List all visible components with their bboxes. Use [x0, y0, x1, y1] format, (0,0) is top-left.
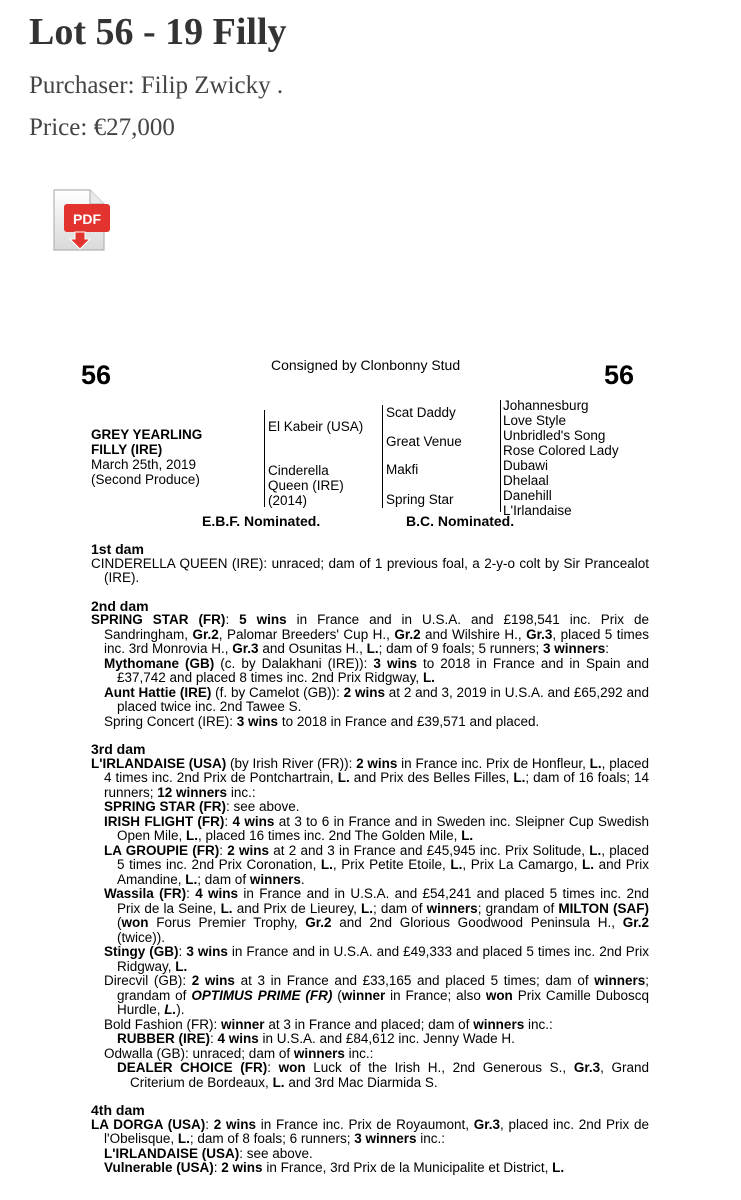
- entry-text: :: [219, 842, 228, 858]
- produce-note: (Second Produce): [91, 472, 200, 487]
- catalog-page: [0, 350, 741, 1200]
- entry-text: : see above.: [239, 1145, 313, 1161]
- entry-text: inc.:: [227, 784, 256, 800]
- entry-text: :: [186, 886, 196, 901]
- entry-text: ; grandam of: [477, 900, 559, 916]
- entry-text: Gr.2: [192, 626, 219, 642]
- entry-text: ).: [176, 1002, 185, 1017]
- entry-text: at 2 and 3 in France and £45,945 inc. Prix Solitude,: [268, 842, 590, 858]
- horse-description: [91, 427, 202, 487]
- entry-text: , placed 4 times inc. 2nd Prix de Pontchartrain,: [104, 755, 649, 785]
- produce-entry: [91, 800, 649, 815]
- gen2-name: Makfi: [386, 462, 419, 477]
- entry-text: winners: [473, 1016, 525, 1032]
- entry-text: (twice)).: [117, 929, 165, 945]
- entry-text: and Wilshire H.,: [420, 626, 527, 642]
- entry-text: SPRING STAR (FR): [104, 799, 226, 814]
- lot-number-left: 56: [81, 360, 112, 390]
- entry-text: in France inc. Prix de Honfleur,: [397, 755, 590, 771]
- entry-text: DEALER CHOICE (FR): [117, 1060, 268, 1075]
- gen3-name: Rose Colored Lady: [503, 443, 619, 458]
- gen3-name: Dhelaal: [503, 473, 549, 488]
- entry-text: (c. by Dalakhani (IRE)):: [214, 655, 374, 671]
- entry-text: inc.:: [416, 1131, 446, 1146]
- entry-text: Vulnerable (USA): [104, 1160, 214, 1175]
- entry-text: MILTON (SAF): [558, 900, 649, 916]
- produce-entry: [91, 715, 649, 730]
- entry-text: winner: [341, 987, 386, 1003]
- entry-text: inc.:: [344, 1045, 374, 1061]
- entry-text: L.: [461, 828, 474, 843]
- entry-text: Aunt Hattie (IRE): [104, 684, 212, 700]
- pedigree-gen2-4: [386, 492, 454, 507]
- produce-entry: [91, 1147, 649, 1162]
- gen3-name: Love Style: [503, 413, 567, 428]
- dam-entry: [91, 1118, 649, 1147]
- entry-text: (by Irish River (FR)):: [226, 755, 357, 771]
- entry-text: L'IRLANDAISE (USA): [91, 755, 227, 771]
- dam-name-line-1: Cinderella: [268, 463, 329, 478]
- entry-text: ; dam of: [197, 871, 250, 887]
- entry-text: Forus Premier Trophy,: [148, 915, 306, 930]
- dam-section-heading: 3rd dam: [91, 741, 146, 757]
- entry-text: and Prix Amandine,: [117, 857, 650, 887]
- gen3-name: Dubawi: [503, 458, 549, 473]
- price-text: Price: €27,000: [29, 114, 175, 141]
- entry-text: 2 wins: [221, 1160, 263, 1175]
- pedigree-bracket-2: [382, 405, 383, 508]
- entry-text: at 3 in France and £33,165 and placed 5 times; dam of: [234, 973, 595, 988]
- pedigree-bracket-1: [264, 410, 265, 507]
- entry-text: Mythomane (GB): [104, 655, 215, 671]
- dam-section-heading: 4th dam: [91, 1102, 145, 1118]
- pedigree-bracket-3: [500, 400, 501, 512]
- lot-title: Lot 56 - 19 Filly: [29, 11, 287, 53]
- entry-text: and 3rd Mac Diarmida S.: [284, 1074, 438, 1090]
- pedigree-gen2-1: [386, 405, 456, 420]
- entry-text: :: [205, 1116, 214, 1132]
- entry-text: in France, 3rd Prix de la Municipalite et District,: [262, 1160, 553, 1175]
- entry-text: L.: [220, 900, 233, 916]
- entry-text: (: [117, 915, 122, 930]
- entry-text: , placed 5 times inc. 3rd Monrovia H.,: [104, 626, 649, 656]
- entry-text: Gr.3: [473, 1116, 500, 1132]
- pedigree-sire: [268, 419, 363, 434]
- produce-entry: [91, 815, 649, 844]
- entry-text: to 2018 in France and £39,571 and placed.: [278, 713, 540, 729]
- lot-number-right: 56: [604, 360, 635, 390]
- entry-text: L.: [361, 900, 374, 916]
- gen3-name: Danehill: [503, 488, 552, 503]
- entry-text: L.: [186, 828, 199, 843]
- gen2-name: Scat Daddy: [386, 405, 456, 420]
- entry-text: and Prix des Belles Filles,: [349, 770, 514, 785]
- entry-text: .: [300, 871, 305, 887]
- entry-text: at 3 in France and placed; dam of: [264, 1016, 474, 1032]
- entry-text: :: [178, 944, 187, 959]
- entry-text: L.: [513, 770, 526, 785]
- dam-section: [91, 542, 649, 586]
- entry-text: Bold Fashion (FR):: [104, 1016, 222, 1032]
- dam-entry: [91, 757, 649, 801]
- produce-entry: [91, 1018, 649, 1033]
- entry-text: :: [210, 1031, 218, 1046]
- entry-text: L.: [582, 857, 595, 872]
- entry-text: 3 wins: [373, 655, 417, 671]
- produce-entry: [91, 945, 649, 974]
- entry-text: ; dam of: [373, 900, 427, 916]
- entry-text: , Palomar Breeders' Cup H.,: [218, 626, 395, 642]
- dam-section: [91, 742, 649, 1090]
- bc-nomination: B.C. Nominated.: [406, 513, 515, 529]
- entry-text: 4 wins: [232, 813, 275, 829]
- entry-text: 5 wins: [239, 612, 287, 627]
- entry-text: won: [121, 915, 149, 930]
- entry-text: L.: [589, 755, 602, 771]
- sire-name: El Kabeir (USA): [268, 419, 364, 434]
- entry-text: , placed inc. 2nd Prix de l'Obelisque,: [104, 1116, 649, 1146]
- entry-text: :: [224, 813, 233, 829]
- entry-text: L.: [366, 641, 379, 656]
- entry-text: in France and in U.S.A. and £49,333 and placed 5 times inc. 2nd Prix Ridgway,: [117, 944, 649, 974]
- pedigree-gen2-2: [386, 434, 462, 449]
- consignor: Consigned by Clonbonny Stud: [271, 357, 461, 373]
- entry-text: winners: [594, 973, 646, 988]
- dam-section-heading: 1st dam: [91, 541, 144, 557]
- produce-entry: [91, 1047, 649, 1062]
- entry-text: OPTIMUS PRIME (FR): [191, 987, 333, 1003]
- entry-text: 12 winners: [157, 784, 228, 800]
- pdf-icon-label: PDF: [73, 211, 101, 227]
- produce-entry: [91, 1061, 649, 1090]
- produce-record: [91, 542, 649, 1176]
- entry-text: won: [278, 1060, 306, 1075]
- ebf-nomination: E.B.F. Nominated.: [202, 513, 321, 529]
- produce-entry: [91, 974, 649, 1018]
- produce-entry: [91, 1032, 649, 1047]
- dam-section: [91, 599, 649, 730]
- dam-entry: [91, 557, 649, 586]
- entry-text: L.: [185, 871, 198, 887]
- entry-text: and 2nd Glorious Goodwood Peninsula H.,: [331, 915, 623, 930]
- foaling-date: March 25th, 2019: [91, 457, 197, 472]
- pdf-download-link[interactable]: [50, 188, 112, 254]
- entry-text: ; dam of 9 foals; 5 runners;: [378, 641, 543, 656]
- entry-text: 3 wins: [236, 713, 279, 729]
- entry-text: :: [225, 612, 240, 627]
- produce-entry: [91, 887, 649, 945]
- entry-text: inc.:: [524, 1016, 553, 1032]
- entry-text: Gr.2: [394, 626, 421, 642]
- entry-text: 3 winners: [542, 641, 606, 656]
- gen2-name: Great Venue: [386, 434, 462, 449]
- entry-text: Direcvil (GB):: [104, 973, 192, 988]
- entry-text: Gr.3: [526, 626, 553, 642]
- entry-text: and Prix de Lieurey,: [232, 900, 362, 916]
- entry-text: , Prix Petite Etoile,: [332, 857, 451, 872]
- pdf-icon: [50, 188, 112, 254]
- entry-text: 2 wins: [227, 842, 269, 858]
- entry-text: L.: [589, 842, 602, 858]
- entry-text: Stingy (GB): [104, 944, 179, 959]
- entry-text: L.: [422, 670, 435, 685]
- entry-text: won: [485, 987, 513, 1003]
- entry-text: Gr.3: [232, 641, 259, 656]
- pedigree-gen2-3: [386, 462, 418, 477]
- entry-text: 2 wins: [343, 684, 385, 700]
- entry-text: L.: [272, 1074, 285, 1090]
- entry-text: LA DORGA (USA): [91, 1116, 206, 1132]
- entry-text: RUBBER (IRE): [117, 1031, 210, 1046]
- entry-text: to 2018 in France and in Spain and £37,742 and placed 8 times inc. 2nd Prix Ridgway,: [117, 655, 650, 685]
- produce-entry: [91, 686, 649, 715]
- entry-text: Gr.2: [305, 915, 332, 930]
- entry-text: L.: [450, 857, 463, 872]
- entry-text: in France and in U.S.A. and £54,241 and placed 5 times inc. 2nd Prix de la Seine,: [117, 886, 649, 916]
- entry-text: L.: [164, 1002, 177, 1017]
- gen3-name: Unbridled's Song: [503, 428, 606, 443]
- entry-text: at 3 to 6 in France and in Sweden inc. Sleipner Cup Swedish Open Mile,: [117, 813, 649, 843]
- entry-text: and Osunitas H.,: [258, 641, 367, 656]
- entry-text: 2 wins: [213, 1116, 256, 1132]
- entry-text: 3 wins: [186, 944, 228, 959]
- entry-text: 3 winners: [354, 1131, 417, 1146]
- entry-text: Gr.2: [622, 915, 649, 930]
- entry-text: L.: [175, 958, 188, 974]
- entry-text: Prix Camille Duboscq Hurdle,: [117, 987, 650, 1017]
- gen3-name: L'Irlandaise: [503, 503, 572, 518]
- entry-text: in France inc. Prix de Royaumont,: [255, 1116, 474, 1132]
- horse-line-1: GREY YEARLING: [91, 427, 203, 442]
- entry-text: , placed 5 times inc. 2nd Prix Coronation,: [117, 842, 649, 872]
- entry-text: in France; also: [385, 987, 486, 1003]
- entry-text: :: [267, 1060, 279, 1075]
- entry-text: L.: [320, 857, 333, 872]
- entry-text: winners: [426, 900, 478, 916]
- dam-section-heading: 2nd dam: [91, 597, 149, 614]
- entry-text: Gr.3: [573, 1060, 601, 1075]
- entry-text: Spring Concert (IRE):: [104, 713, 237, 729]
- entry-text: (: [332, 987, 342, 1003]
- entry-text: at 2 and 3, 2019 in U.S.A. and £65,292 and placed twice inc. 2nd Tawee S.: [117, 684, 649, 714]
- entry-text: in U.S.A. and £84,612 inc. Jenny Wade H.: [258, 1031, 515, 1046]
- entry-text: 2 wins: [356, 755, 398, 771]
- entry-text: L'IRLANDAISE (USA): [104, 1145, 240, 1161]
- entry-text: SPRING STAR (FR): [91, 612, 226, 627]
- entry-text: ; dam of 8 foals; 6 runners;: [189, 1131, 355, 1146]
- entry-text: , Grand Criterium de Bordeaux,: [130, 1060, 649, 1090]
- entry-text: IRISH FLIGHT (FR): [104, 813, 225, 829]
- pedigree-gen3: [503, 398, 619, 518]
- entry-text: ; dam of 16 foals; 14 runners;: [104, 770, 649, 800]
- entry-text: : see above.: [226, 799, 300, 814]
- entry-text: 4 wins: [195, 886, 239, 901]
- entry-text: :: [605, 641, 610, 656]
- entry-text: Luck of the Irish H., 2nd Generous S.,: [305, 1060, 574, 1075]
- entry-text: winner: [221, 1016, 265, 1032]
- dam-entry: [91, 613, 649, 657]
- pedigree-dam: [268, 463, 344, 508]
- entry-text: LA GROUPIE (FR): [104, 842, 220, 858]
- dam-section: [91, 1103, 649, 1176]
- gen3-name: Johannesburg: [503, 398, 589, 413]
- produce-entry: [91, 1161, 649, 1176]
- horse-line-2: FILLY (IRE): [91, 442, 163, 457]
- entry-text: 2 wins: [191, 973, 235, 988]
- dam-name-line-2: Queen (IRE): [268, 478, 344, 493]
- entry-text: :: [213, 1160, 222, 1175]
- entry-text: , placed 16 times inc. 2nd The Golden Mile,: [198, 828, 462, 843]
- entry-text: in France and in U.S.A. and £198,541 inc. Prix de Sandringham,: [104, 612, 649, 642]
- entry-text: L.: [552, 1160, 565, 1175]
- gen2-name: Spring Star: [386, 492, 454, 507]
- entry-text: 4 wins: [217, 1031, 259, 1046]
- entry-text: , Prix La Camargo,: [462, 857, 583, 872]
- entry-text: L.: [337, 770, 350, 785]
- entry-text: Odwalla (GB): unraced; dam of: [104, 1045, 294, 1061]
- produce-entry: [91, 844, 649, 888]
- entry-text: L.: [177, 1131, 190, 1146]
- entry-text: winners: [293, 1045, 345, 1061]
- entry-text: CINDERELLA QUEEN (IRE): unraced; dam of 1 previous foal, a 2-y-o colt by Sir Prancealot (IRE).: [91, 555, 649, 585]
- entry-text: winners: [249, 871, 301, 887]
- purchaser-text: Purchaser: Filip Zwicky .: [29, 72, 284, 99]
- dam-name-line-3: (2014): [268, 493, 308, 508]
- entry-text: ; grandam of: [117, 973, 649, 1003]
- entry-text: Wassila (FR): [104, 886, 187, 901]
- entry-text: (f. by Camelot (GB)):: [211, 684, 344, 700]
- produce-entry: [91, 657, 649, 686]
